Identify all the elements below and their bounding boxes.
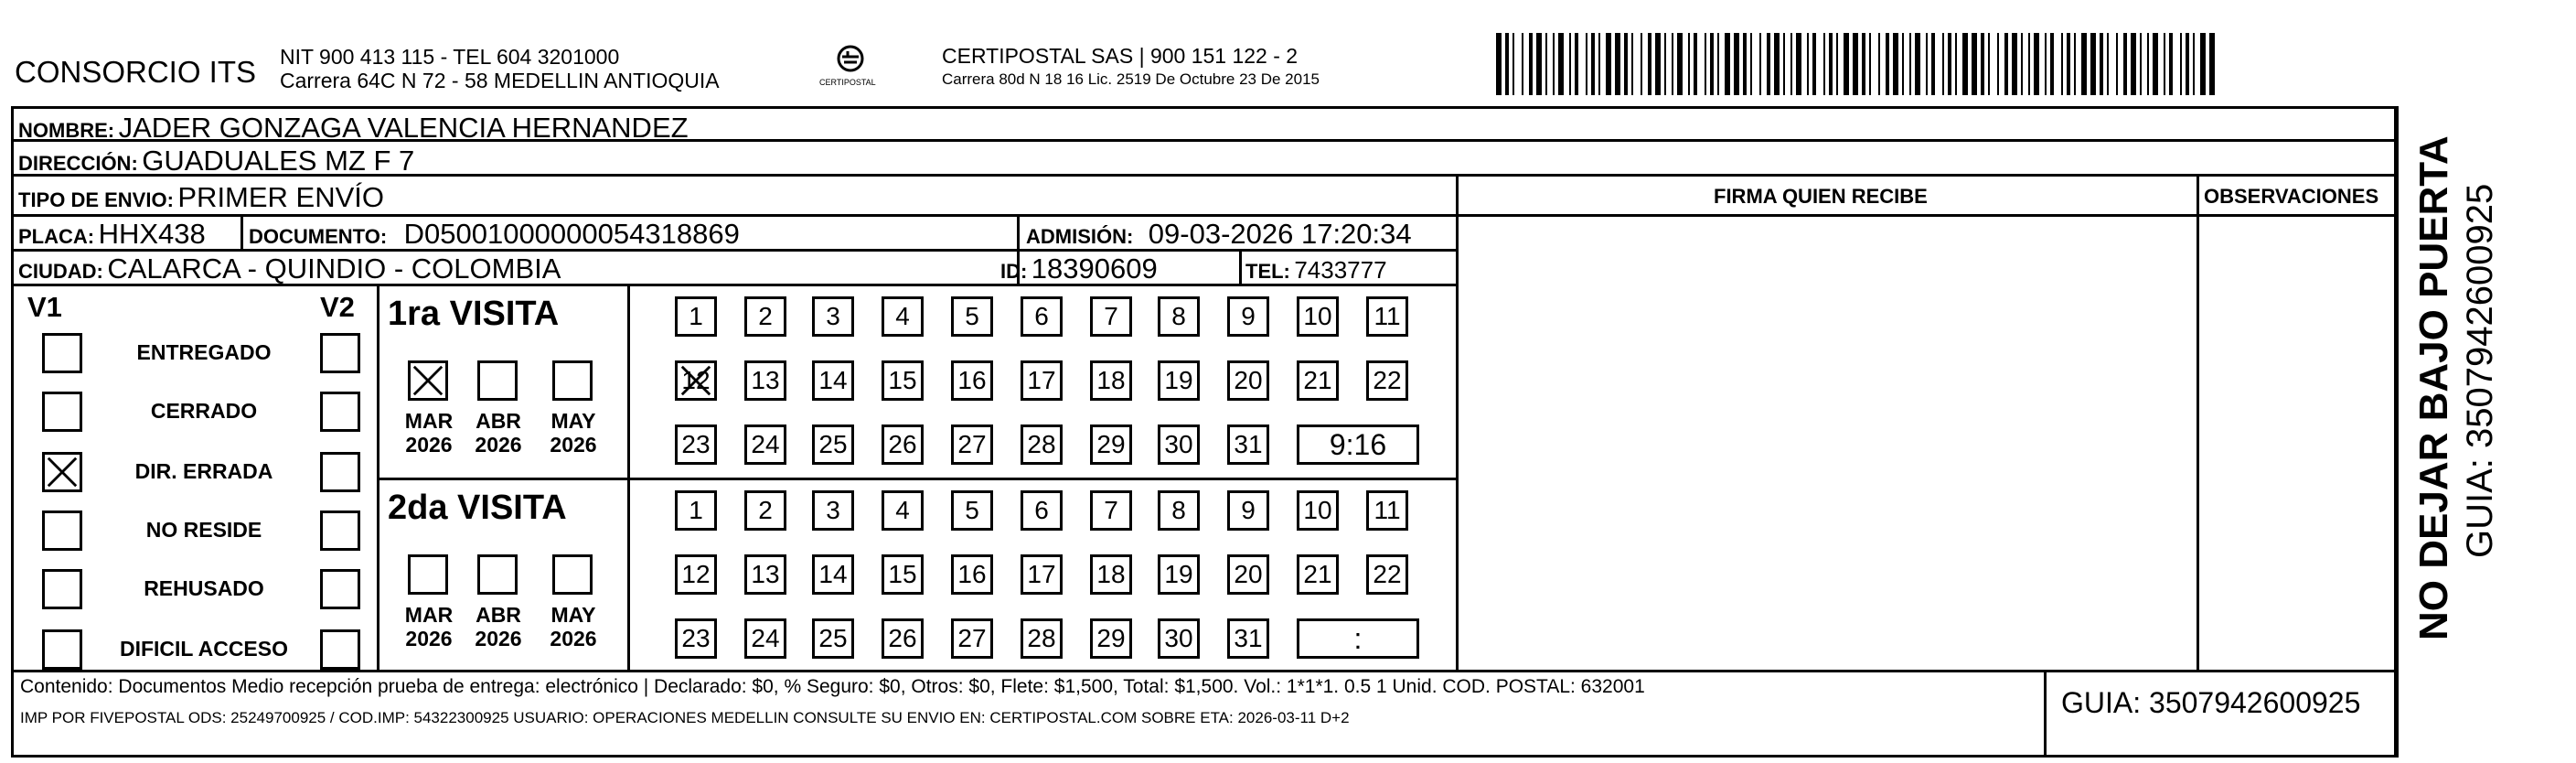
check-x-icon (678, 363, 714, 398)
day-number: 29 (1096, 430, 1126, 458)
day-box[interactable] (951, 424, 993, 465)
month-label (466, 410, 530, 457)
month-label (466, 604, 530, 651)
day-number: 23 (681, 430, 711, 458)
divider (2197, 174, 2199, 672)
firma-header: FIRMA QUIEN RECIBE (1714, 185, 1928, 208)
day-box[interactable] (882, 296, 924, 337)
day-number: 24 (751, 430, 780, 458)
day-number: 26 (888, 624, 917, 652)
month-name: MAR (404, 409, 454, 433)
day-box[interactable] (1021, 490, 1063, 531)
month-name: MAY (550, 603, 596, 627)
documento-label: DOCUMENTO: (249, 225, 388, 248)
day-box[interactable] (675, 296, 717, 337)
check-x-icon (411, 363, 445, 398)
day-box[interactable] (1021, 360, 1063, 401)
day-box[interactable] (744, 490, 786, 531)
v2-checkbox[interactable] (320, 452, 360, 492)
day-box[interactable] (1158, 554, 1200, 595)
divider (11, 670, 2397, 672)
day-box[interactable] (744, 360, 786, 401)
month-checkbox[interactable] (477, 554, 518, 595)
certipostal-line: CERTIPOSTAL SAS | 900 151 122 - 2 (942, 44, 1299, 68)
month-name: ABR (476, 603, 521, 627)
day-number: 1 (689, 496, 703, 524)
ciudad-value: CALARCA - QUINDIO - COLOMBIA (107, 253, 561, 285)
day-number: 20 (1234, 366, 1263, 394)
month-year: 2026 (475, 432, 522, 457)
day-number: 19 (1164, 560, 1193, 588)
day-box[interactable] (744, 618, 786, 659)
no-dejar-text: NO DEJAR BAJO PUERTA (2411, 135, 2456, 640)
day-number: 20 (1234, 560, 1263, 588)
v2-checkbox[interactable] (320, 629, 360, 670)
divider (377, 478, 1456, 480)
day-box[interactable] (1090, 490, 1132, 531)
month-name: ABR (476, 409, 521, 433)
contenido-text: Contenido: Documentos Medio recepción prueba de entrega: electrónico | Declarado: $0, % Seguro: $0, Otros: $0, Flete: $1,500, Total: $1,500. Vol.: 1*1*1. 0.5 1 Unid. COD. POSTAL: 632001 (20, 676, 1645, 697)
day-box[interactable] (1021, 296, 1063, 337)
day-box[interactable] (951, 296, 993, 337)
day-box[interactable] (1227, 424, 1269, 465)
admision-label: ADMISIÓN: (1026, 225, 1134, 248)
v2-checkbox[interactable] (320, 392, 360, 432)
v1-header: V1 (27, 291, 62, 323)
status-label: DIFICIL ACCESO (119, 637, 288, 661)
divider (2396, 106, 2399, 758)
certipostal-sub: Carrera 80d N 18 16 Lic. 2519 De Octubre 23 De 2015 (942, 70, 1320, 88)
day-number: 14 (818, 560, 848, 588)
tipo-value: PRIMER ENVÍO (177, 181, 385, 213)
day-box[interactable] (812, 618, 854, 659)
month-label (541, 410, 605, 457)
status-label: ENTREGADO (136, 340, 272, 364)
day-box[interactable] (1158, 424, 1200, 465)
day-box[interactable] (1366, 296, 1408, 337)
day-box[interactable] (812, 554, 854, 595)
month-checkbox[interactable] (408, 360, 448, 401)
day-box[interactable] (1158, 490, 1200, 531)
day-box[interactable] (1297, 490, 1339, 531)
month-label (397, 410, 461, 457)
v1-checkbox[interactable] (42, 392, 82, 432)
tel-row (1245, 258, 1387, 282)
nombre-row (18, 113, 689, 142)
nombre-value: JADER GONZAGA VALENCIA HERNANDEZ (118, 112, 689, 144)
day-box[interactable] (1227, 360, 1269, 401)
day-number: 1 (689, 302, 703, 330)
imp-text: IMP POR FIVEPOSTAL ODS: 25249700925 / COD.IMP: 54322300925 USUARIO: OPERACIONES MEDELLIN CONSULTE SU ENVIO EN: CERTIPOSTAL.COM SOBRE ETA: 2026-03-11 D+2 (20, 709, 1350, 726)
day-box[interactable] (812, 490, 854, 531)
day-box[interactable] (882, 490, 924, 531)
day-box[interactable] (675, 424, 717, 465)
day-number: 19 (1164, 366, 1193, 394)
v1-checkbox[interactable] (42, 569, 82, 609)
day-number: 15 (888, 560, 917, 588)
day-number: 31 (1234, 624, 1263, 652)
day-box[interactable] (812, 360, 854, 401)
day-number: 27 (957, 624, 987, 652)
admision-value: 09-03-2026 17:20:34 (1148, 218, 1412, 250)
day-box[interactable] (951, 618, 993, 659)
day-box[interactable] (744, 424, 786, 465)
day-box[interactable] (1227, 554, 1269, 595)
day-number: 13 (751, 366, 780, 394)
day-number: 8 (1171, 496, 1186, 524)
status-label: DIR. ERRADA (134, 459, 273, 483)
day-box[interactable] (1366, 490, 1408, 531)
divider (1456, 174, 1459, 672)
day-box[interactable] (1021, 554, 1063, 595)
day-number: 22 (1373, 560, 1402, 588)
day-box[interactable] (1227, 490, 1269, 531)
divider (1456, 214, 2397, 217)
day-box[interactable] (882, 360, 924, 401)
time-field[interactable] (1297, 424, 1419, 465)
day-number: 17 (1027, 560, 1056, 588)
v2-checkbox[interactable] (320, 569, 360, 609)
day-number: 3 (826, 496, 840, 524)
month-year: 2026 (405, 626, 453, 650)
day-box[interactable] (1297, 554, 1339, 595)
day-box[interactable] (1021, 424, 1063, 465)
day-box[interactable] (675, 490, 717, 531)
divider (240, 214, 243, 249)
admision-row (1026, 220, 1412, 248)
day-box[interactable] (675, 618, 717, 659)
day-number: 4 (895, 302, 910, 330)
day-box[interactable] (1366, 360, 1408, 401)
day-number: 29 (1096, 624, 1126, 652)
day-number: 10 (1303, 496, 1332, 524)
day-box[interactable] (1090, 618, 1132, 659)
day-number: 28 (1027, 624, 1056, 652)
time-value: : (1353, 621, 1363, 655)
day-box[interactable] (951, 554, 993, 595)
status-label: REHUSADO (144, 576, 264, 600)
day-number: 7 (1104, 302, 1118, 330)
day-number: 5 (965, 302, 979, 330)
divider (1239, 249, 1242, 284)
documento-row (249, 220, 740, 248)
day-box[interactable] (744, 296, 786, 337)
day-box[interactable] (882, 424, 924, 465)
day-number: 5 (965, 496, 979, 524)
day-number: 6 (1034, 496, 1049, 524)
day-number: 25 (818, 430, 848, 458)
day-box[interactable] (1297, 296, 1339, 337)
month-checkbox[interactable] (477, 360, 518, 401)
time-field[interactable] (1297, 618, 1419, 659)
divider (627, 284, 630, 670)
placa-value: HHX438 (98, 218, 206, 250)
observaciones-header: OBSERVACIONES (2204, 185, 2379, 208)
day-box[interactable] (1090, 554, 1132, 595)
time-value: 9:16 (1329, 427, 1387, 461)
day-number: 10 (1303, 302, 1332, 330)
month-name: MAR (404, 603, 454, 627)
day-number: 11 (1374, 496, 1401, 524)
nombre-label: NOMBRE: (18, 119, 115, 142)
day-number: 12 (681, 366, 711, 394)
day-number: 18 (1096, 560, 1126, 588)
v2-checkbox[interactable] (320, 510, 360, 551)
id-value: 18390609 (1031, 253, 1158, 285)
visit-title: 1ra VISITA (388, 295, 560, 333)
day-box[interactable] (1366, 554, 1408, 595)
day-number: 21 (1303, 366, 1332, 394)
id-label: ID: (1000, 260, 1028, 283)
day-number: 30 (1164, 430, 1193, 458)
tel-label: TEL: (1245, 260, 1290, 283)
day-number: 11 (1374, 302, 1401, 330)
month-name: MAY (550, 409, 596, 433)
address-line: Carrera 64C N 72 - 58 MEDELLIN ANTIOQUIA (280, 69, 720, 92)
month-year: 2026 (550, 432, 597, 457)
certipostal-logo-icon (810, 40, 891, 101)
month-year: 2026 (475, 626, 522, 650)
day-number: 18 (1096, 366, 1126, 394)
day-number: 7 (1104, 496, 1118, 524)
day-number: 16 (957, 366, 987, 394)
day-box[interactable] (812, 296, 854, 337)
divider (2044, 670, 2047, 758)
tipo-label: TIPO DE ENVIO: (18, 188, 174, 211)
v1-checkbox[interactable] (42, 452, 82, 492)
placa-label: PLACA: (18, 225, 95, 248)
ciudad-label: CIUDAD: (18, 260, 103, 283)
month-label (541, 604, 605, 651)
day-number: 8 (1171, 302, 1186, 330)
documento-value: D05001000000054318869 (403, 218, 740, 250)
direccion-label: DIRECCIÓN: (18, 152, 138, 175)
day-number: 27 (957, 430, 987, 458)
day-box[interactable] (1227, 296, 1269, 337)
day-number: 13 (751, 560, 780, 588)
day-number: 9 (1241, 302, 1256, 330)
v2-header: V2 (320, 291, 355, 323)
day-box[interactable] (882, 618, 924, 659)
day-number: 23 (681, 624, 711, 652)
day-box[interactable] (744, 554, 786, 595)
month-checkbox[interactable] (552, 554, 593, 595)
day-number: 14 (818, 366, 848, 394)
nit-line: NIT 900 413 115 - TEL 604 3201000 (280, 45, 620, 69)
day-number: 15 (888, 366, 917, 394)
direccion-value: GUADUALES MZ F 7 (142, 145, 415, 177)
direccion-row (18, 146, 414, 175)
guia-footer: GUIA: 3507942600925 (2061, 686, 2361, 719)
day-number: 24 (751, 624, 780, 652)
day-box[interactable] (1158, 618, 1200, 659)
ciudad-row (18, 254, 561, 283)
logo-text: CERTIPOSTAL (819, 78, 876, 87)
day-number: 2 (758, 496, 773, 524)
day-box[interactable] (1227, 618, 1269, 659)
month-checkbox[interactable] (552, 360, 593, 401)
check-x-icon (45, 455, 80, 489)
day-box[interactable] (1158, 360, 1200, 401)
month-year: 2026 (550, 626, 597, 650)
status-label: NO RESIDE (145, 518, 262, 542)
status-label: CERRADO (150, 399, 258, 423)
day-box[interactable] (1021, 618, 1063, 659)
v1-checkbox[interactable] (42, 333, 82, 373)
day-number: 31 (1234, 430, 1263, 458)
side-guia-text: GUIA: 3507942600925 (2460, 183, 2500, 558)
day-number: 12 (681, 560, 711, 588)
day-number: 30 (1164, 624, 1193, 652)
day-box[interactable] (812, 424, 854, 465)
day-number: 28 (1027, 430, 1056, 458)
day-box[interactable] (1090, 424, 1132, 465)
day-number: 6 (1034, 302, 1049, 330)
day-box[interactable] (1158, 296, 1200, 337)
id-row (1000, 254, 1158, 283)
day-number: 2 (758, 302, 773, 330)
tel-value: 7433777 (1294, 256, 1387, 284)
day-box[interactable] (951, 360, 993, 401)
day-box[interactable] (1090, 360, 1132, 401)
v1-checkbox[interactable] (42, 510, 82, 551)
tipo-row (18, 183, 384, 211)
day-box[interactable] (951, 490, 993, 531)
day-box[interactable] (675, 360, 717, 401)
day-number: 26 (888, 430, 917, 458)
day-number: 4 (895, 496, 910, 524)
day-box[interactable] (882, 554, 924, 595)
month-checkbox[interactable] (408, 554, 448, 595)
v1-checkbox[interactable] (42, 629, 82, 670)
company-name: CONSORCIO ITS (15, 55, 257, 89)
day-box[interactable] (1297, 360, 1339, 401)
day-number: 21 (1303, 560, 1332, 588)
barcode-icon (1496, 33, 2218, 95)
day-box[interactable] (1090, 296, 1132, 337)
day-number: 3 (826, 302, 840, 330)
day-box[interactable] (675, 554, 717, 595)
day-number: 16 (957, 560, 987, 588)
visit-title: 2da VISITA (388, 489, 567, 527)
v2-checkbox[interactable] (320, 333, 360, 373)
day-number: 25 (818, 624, 848, 652)
day-number: 17 (1027, 366, 1056, 394)
day-number: 9 (1241, 496, 1256, 524)
month-label (397, 604, 461, 651)
month-year: 2026 (405, 432, 453, 457)
divider (377, 284, 379, 670)
day-number: 22 (1373, 366, 1402, 394)
placa-row (18, 220, 206, 248)
